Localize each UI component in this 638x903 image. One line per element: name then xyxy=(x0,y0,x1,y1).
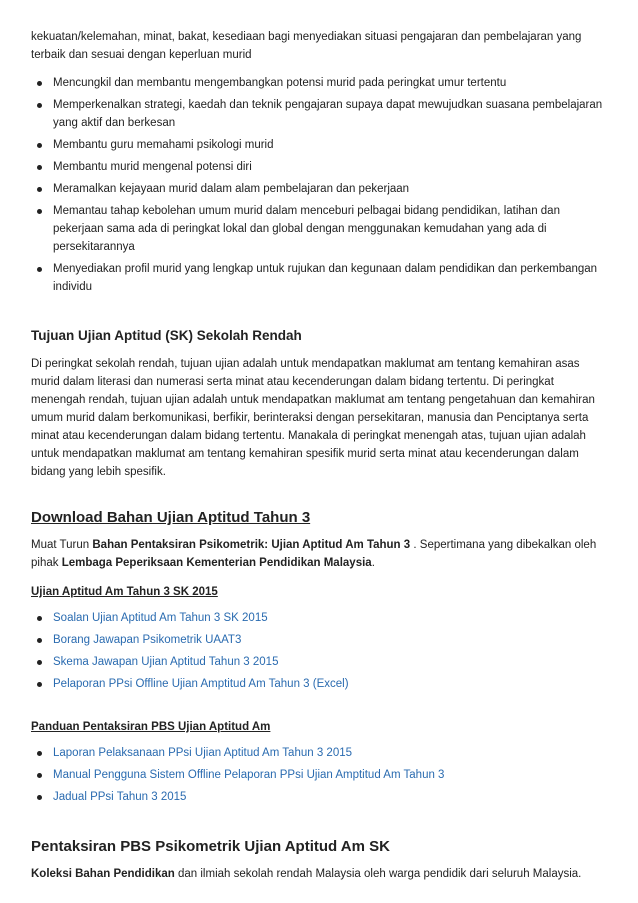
objectives-list xyxy=(31,74,603,296)
list-item xyxy=(31,653,603,671)
list-item: Memantau tahap kebolehan umum murid dalam menceburi pelbagai bidang pendidikan, latihan dan pekerjaan sama ada di peringkat lokal dan global dengan menggunakan kemudahan yang ada di persekitarannya xyxy=(31,202,603,256)
jadual-link[interactable]: Jadual PPsi Tahun 3 2015 xyxy=(53,791,187,803)
pentaksiran-rest: dan ilmiah sekolah rendah Malaysia oleh warga pendidik dari seluruh Malaysia. xyxy=(174,868,582,880)
section1-title[interactable]: Ujian Aptitud Am Tahun 3 SK 2015 xyxy=(31,586,218,598)
pentaksiran-bold: Koleksi Bahan Pendidikan xyxy=(31,868,175,880)
manual-link[interactable]: Manual Pengguna Sistem Offline Pelaporan PPsi Ujian Amptitud Am Tahun 3 xyxy=(53,769,445,781)
list-item xyxy=(31,744,603,762)
download-intro-bold2: Lembaga Peperiksaan Kementerian Pendidikan Malaysia xyxy=(61,557,372,569)
section2-title[interactable]: Panduan Pentaksiran PBS Ujian Aptitud Am xyxy=(31,721,271,733)
list-item xyxy=(31,675,603,693)
download-intro xyxy=(31,536,603,572)
download-intro-mid: . Sepertimana yang dibekalkan oleh pihak xyxy=(31,539,597,569)
list-item xyxy=(31,631,603,649)
download-intro-prefix: Muat Turun xyxy=(31,539,93,551)
pentaksiran-heading: Pentaksiran PBS Psikometrik Ujian Aptitud Am SK xyxy=(31,838,390,855)
list-item xyxy=(31,609,603,627)
list-item: Mencungkil dan membantu mengembangkan potensi murid pada peringkat umur tertentu xyxy=(31,74,603,92)
skema-link[interactable]: Skema Jawapan Ujian Aptitud Tahun 3 2015 xyxy=(53,656,279,668)
list-item: Meramalkan kejayaan murid dalam alam pembelajaran dan pekerjaan xyxy=(31,180,603,198)
laporan-link[interactable]: Laporan Pelaksanaan PPsi Ujian Aptitud Am Tahun 3 2015 xyxy=(53,747,352,759)
list-item: Membantu murid mengenal potensi diri xyxy=(31,158,603,176)
borang-link[interactable]: Borang Jawapan Psikometrik UAAT3 xyxy=(53,634,242,646)
list-item xyxy=(31,766,603,784)
tujuan-heading: Tujuan Ujian Aptitud (SK) Sekolah Rendah xyxy=(31,328,302,343)
section2-links xyxy=(31,744,603,806)
download-intro-bold: Bahan Pentaksiran Psikometrik: Ujian Aptitud Am Tahun 3 xyxy=(92,539,411,551)
soalan-link[interactable]: Soalan Ujian Aptitud Am Tahun 3 SK 2015 xyxy=(53,612,268,624)
document-page xyxy=(31,28,603,883)
list-item xyxy=(31,788,603,806)
tujuan-paragraph: Di peringkat sekolah rendah, tujuan ujian adalah untuk mendapatkan maklumat am tentang kemahiran asas murid dalam literasi dan numerasi serta minat atau kecenderungan dalam bidang tertentu. Di peringkat menengah rendah, tujuan ujian adalah untuk mendapatkan maklumat am tentang pengetahuan dan kemahiran umum murid dalam berkomunikasi, berfikir, berinteraksi dengan persekitaran, manusia dan Penciptanya serta minat atau kecenderungan dalam bidang tertentu. Manakala di peringkat menengah atas, tujuan ujian adalah untuk mendapatkan maklumat am tentang kemahiran spesifik murid serta minat atau kecenderungan dalam bidang yang lebih spesifik. xyxy=(31,358,595,478)
pelaporan-link[interactable]: Pelaporan PPsi Offline Ujian Amptitud Am Tahun 3 (Excel) xyxy=(53,678,349,690)
intro-paragraph: kekuatan/kelemahan, minat, bakat, kesediaan bagi menyediakan situasi pengajaran dan pembelajaran yang terbaik dan sesuai dengan keperluan murid xyxy=(31,31,582,61)
download-intro-suffix: . xyxy=(371,557,375,569)
list-item: Menyediakan profil murid yang lengkap untuk rujukan dan kegunaan dalam pendidikan dan perkembangan individu xyxy=(31,260,603,296)
list-item: Memperkenalkan strategi, kaedah dan teknik pengajaran supaya dapat mewujudkan suasana pembelajaran yang aktif dan berkesan xyxy=(31,96,603,132)
section1-links xyxy=(31,609,603,693)
list-item: Membantu guru memahami psikologi murid xyxy=(31,136,603,154)
download-heading[interactable]: Download Bahan Ujian Aptitud Tahun 3 xyxy=(31,509,311,526)
pentaksiran-paragraph xyxy=(31,865,603,883)
